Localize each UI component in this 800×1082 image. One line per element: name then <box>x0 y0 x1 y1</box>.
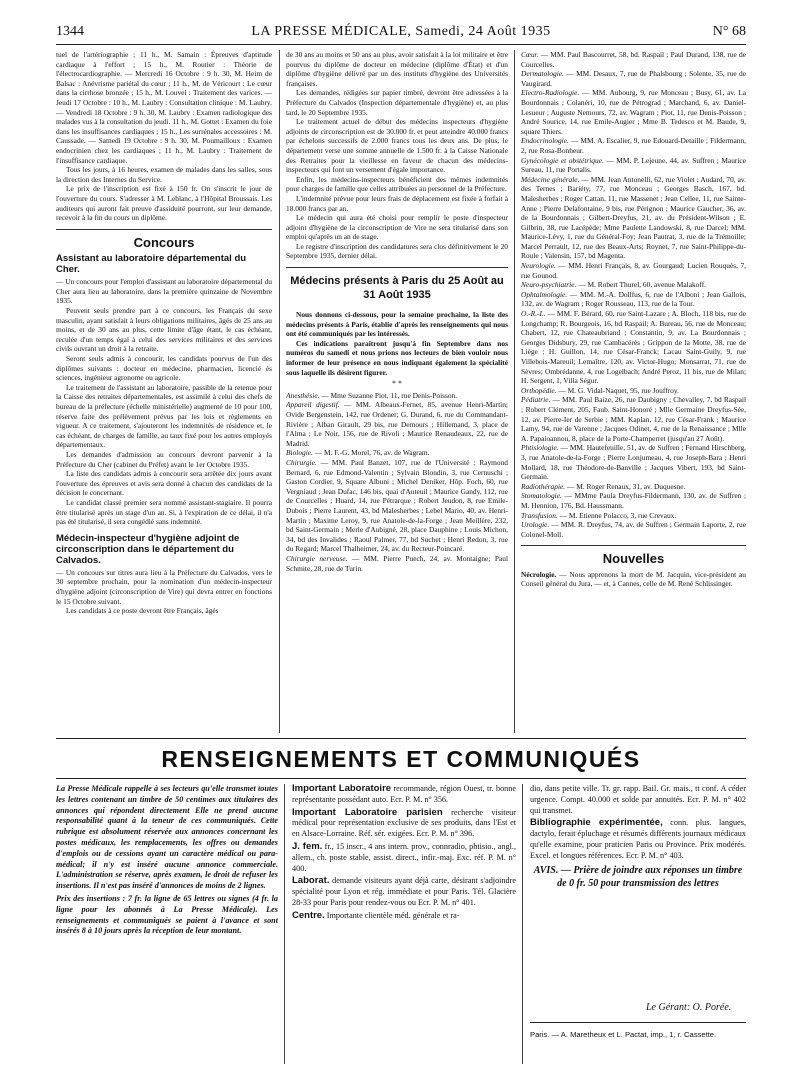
paragraph: Peuvent seuls prendre part à ce concours, les Français du sexe masculin, ayant satisfait à leurs obligations militaires, âgés de 25 ans au moins, et de 30 ans au plus, cette limite d'âge étant, le cas échéant, reculée d'un temps égal à celui des services militaires et des services civils ouvrant un droit à la retraite. <box>56 306 272 354</box>
specialty-list <box>521 50 746 539</box>
header-rule <box>56 44 746 45</box>
concours-heading: Concours <box>133 234 195 250</box>
necrologie-item <box>521 570 746 589</box>
specialty-addresses: — MMme Paula Dreyfus-Fildermann, 130, av. de Suffren ; M. Hennion, 176, Bd. Haussmann. <box>521 491 746 510</box>
specialty-entry <box>521 175 746 261</box>
specialty-label: Endocrinologie. <box>521 136 569 146</box>
specialty-entry <box>521 386 746 396</box>
specialty-label: Appareil digestif. <box>286 400 340 410</box>
specialty-entry <box>521 395 746 443</box>
paragraph: Les demandes, rédigées sur papier timbré, devront être adressées à la Préfecture du Calvados (Inspection départementale d'hygiène) et, au plus tard, le 20 Septembre 1935. <box>286 88 508 117</box>
specialty-addresses: — MM. Pierre Puech, 24, av. Montaigne; Paul Schmite, 28, rue de Turin. <box>286 553 508 573</box>
page-number: 1344 <box>56 24 84 39</box>
printer-line: Paris. — A. Maretheux et L. Pactat, imp., 1, r. Cassette. <box>530 1030 717 1039</box>
specialty-addresses: — M. G. Vidal-Naquet, 95, rue Jouffroy. <box>556 385 679 395</box>
specialty-entry <box>286 554 508 573</box>
lead-paragraph: Ces indications paraîtront jusqu'à fin Septembre dans nos numéros du samedi et nous prions nos lecteurs de bien vouloir nous informer de leur présence en nous indiquant également la spécialité sous laquelle ils désirent figurer. <box>286 338 508 377</box>
gerant-signature: Le Gérant: O. Porée. <box>646 1002 732 1013</box>
pricing-paragraph: Prix des insertions : 7 fr. la ligne de 65 lettres ou signes (4 fr. la ligne pour les abonnés à La Presse Médicale). Les renseignements et communiqués se paient à l'avance et sont insérés 8 à 10 jours après la réception de leur montant. <box>56 893 278 936</box>
specialty-label: Chirurgie nerveuse. <box>286 553 348 563</box>
paragraph: La liste des candidats admis à concourir sera arrêtée dix jours avant l'ouverture des épreuves et avis sera donné à chacun des candidats de la décision le concernant. <box>56 469 272 498</box>
section-title-cher: Assistant au laboratoire départemental du Cher. <box>56 253 247 276</box>
specialty-addresses: — MM. Henri Français, 8, av. Gourgaud; Lucien Rouquès, 7, rue Gounod. <box>521 261 746 280</box>
paragraph: Les candidats à ce poste devront être Français, âgés <box>66 606 219 616</box>
specialty-label: Radiothérapie. <box>521 481 566 491</box>
specialty-addresses: — M. F.-G. Morel, 76, av. de Wagram. <box>312 448 430 458</box>
specialty-label: Médecine générale. <box>521 174 580 184</box>
notice-paragraph: La Presse Médicale rappelle à ses lecteurs qu'elle transmet toutes les lettres contenant un timbre de 50 centimes aux titulaires des annonces qui répondent directement Elle ne prend aucune responsabilité quant à la teneur de ces communiqués. Cette rubrique est absolument réservée aux annonces concernant les postes médicaux, les remplacements, les offres ou demandes d'emplois ou de cessions ayant un caractère médical ou para-médical; il n'y est inséré aucune annonce commerciale. L'administration se réserve, après examen, le droit de refuser les insertions. Il n'est pas inséré d'annonces de moins de 2 lignes. <box>56 784 278 891</box>
specialty-addresses: — MM. P. Lejeune, 44, av. Suffren ; Maurice Sureau, 11, rue Portalis. <box>521 155 746 175</box>
classified-ad <box>292 842 516 874</box>
specialty-label: Cœur. <box>521 50 539 59</box>
specialty-entry <box>521 280 746 290</box>
classified-heading: Important Laboratoire <box>292 784 392 794</box>
column-3 <box>521 50 746 735</box>
specialty-entry <box>521 491 746 510</box>
paragraph: Le traitement de l'assistant au laboratoire, passible de la retenue pour la Caisse des retraites départementales, est assimilé à celui des chefs de bureau de la préfecture (échelle ministérielle) augmenté de 10 pour 100, réserve faite des prélèvement prévus par les lois et règlements en vigueur. A ce traitement, s'ajouteront les indemnités de résidence et, le cas échéant, de charges de famille, au taux fixé pour les autres employés départementaux. <box>56 382 272 450</box>
necrologie-text: — Nous apprenons la mort de M. Jacquin, vice-président au Conseil général du Jura, — et, à Cannes, celle de M. René Schlissinger. <box>521 569 746 589</box>
specialty-label: Orthopédie. <box>521 385 557 395</box>
paragraph: L'indemnité prévue pour leurs frais de déplacement est fixée à forfait à 18.000 francs par an. <box>286 193 508 213</box>
specialty-label: Electro-Radiologie. <box>521 88 580 98</box>
section-rule <box>56 738 746 739</box>
specialty-entry <box>521 136 746 155</box>
specialty-label: Stomatologie. <box>521 491 562 501</box>
specialty-entry <box>521 482 746 492</box>
specialty-addresses: — MM. Albeaux-Fernet, 85, avenue Henri-Martin; Ovide Bergenstein, 142, rue Ordener; G. Durand, 6, rue du Commandant-Rivière ; Alban Girault, 29 bis, rue Demours ; Hillemand, 3, place de l'Alma ; Le Noir, 156, rue de Rivoli ; Maurice Renaudeaux, 22, rue de Madrid. <box>286 400 508 448</box>
specialty-entry <box>286 448 508 458</box>
classified-text: demande visiteurs ayant déjà carte, désirant s'adjoindre spécialité pour Lyon et rég. immédiate et pour Paris. Tél. Glacière 28-33 pour Paris pour rendez-vous ou Ecr. P. M. n° 401. <box>292 876 516 907</box>
specialty-entry <box>521 290 746 309</box>
divider <box>530 1022 746 1023</box>
renseignements-banner: RENSEIGNEMENTS ET COMMUNIQUÉS <box>161 746 641 772</box>
specialty-entry <box>521 520 746 539</box>
paragraph: — Un concours pour l'emploi d'assistant au laboratoire départemental du Cher aura lieu au laboratoire, dans la première quinzaine de Novembre 1935. <box>56 277 272 306</box>
classified-heading: Laborat. <box>292 875 330 887</box>
specialty-addresses: — MM. Paul Banzet, 107, rue de l'Université ; Raymond Bernard, 6, rue Edmond-Valentin ; Sylvain Blondin, 3, rue Cernuschi ; Gaston Cordier, 9, Square Albuni ; Michel Deniker, Hôp. Foch, 60, rue Vergniaud ; Jean Dufac, 146 bis, quai d'Auteuil ; Maurice Gandy, 112, rue de Courcelles ; Huard, 14, rue Pétrarque ; Robert Jeudon, 8, rue Emile-Dubois ; Pierre Laurent, 43, bd Malesherbes ; Lebel Mario, 40, av. Henri-Martin ; Maxime Leroy, 9, rue Anatole-de-la-Forge ; Jean Meillère, 232, bd Saint-Germain ; Merle d'Aubigné, 28, place Dauphine ; Louis Michon, 34, bd des Invalides ; Raoul Palmer, 77, bd Suchet ; Henri Redon, 3, rue du Regard; Marcel Thalheimer, 24, av. du Recteur-Poincaré. <box>286 457 508 554</box>
paragraph: Seront seuls admis à concourir, les candidats pourvus de l'un des diplômes suivants : docteur en médecine, pharmacien, licencié ès sciences, ingénieur agronome ou agricole. <box>56 354 272 383</box>
specialty-entry <box>521 511 746 521</box>
specialty-addresses: — MM. F. Bérard, 60, rue Saint-Lazare ; A. Bloch, 118 bis, rue de Longchamp; R. Bourgeois, 16, bd Raspail; A. Bureau, 56, rue de Monceau; Chabert, 12, rue Chateaubriand ; Constantin, 9, av. La Bourdonnais ; Georges Didsbury, 29, rue Cambacérès ; Grippon de la Motte, 38, rue de Liège ; H. Guillon, 14, rue César-Franck; Lacau Saint-Guily, 9, rue Villebois-Mareuil; Lemaître, 120, av. Victor-Hugo; Monsarrat, 71, rue de Sèvres; Ombrédanne, 4, rue Logelbach; André Peroz, 11 bis, rue de Milan; H. Sergent, 1, Villa Ségur. <box>521 309 746 386</box>
specialty-list <box>286 391 508 573</box>
section-title-calvados: Médecin-inspecteur d'hygiène adjoint de circonscription dans le département du Calvados. <box>56 532 240 566</box>
specialty-addresses: — MM. M.-A. Dollfus, 6, rue de l'Alboni ; Jean Gallois, 132, av. de Wagram ; Roger Rousseau, 113, rue de la Tour. <box>521 289 746 309</box>
specialty-entry <box>286 391 508 401</box>
column-rule <box>514 50 515 733</box>
specialty-label: Neuro-psychiatrie. <box>521 280 577 290</box>
classified-ad <box>292 784 516 806</box>
column-rule <box>522 784 523 1064</box>
specialty-entry <box>521 261 746 280</box>
doctors-present-heading: Médecins présents à Paris du 25 Août au 31 Août 1935 <box>290 275 504 302</box>
specialty-addresses: — Mme Suzanne Piot, 11, rue Denis-Poisson. <box>319 390 458 400</box>
specialty-label: Urologie. <box>521 520 550 530</box>
specialty-entry <box>521 156 746 175</box>
classified-text: recherche visiteur médical pour représentation exclusive de ses produits, dans l'Est et en Alsace-Lorraine. Réf. sér. exigées. Ecr. P. M. n° 396. <box>292 807 516 839</box>
specialty-addresses: — MM. R. Dreyfus, 74, av. de Suffren ; Germain Laporte, 2, rue Colonel-Moll. <box>521 520 746 539</box>
specialty-label: Pédiatrie. <box>521 395 551 405</box>
classified-list <box>530 784 746 862</box>
necrologie-label: Nécrologie. <box>521 569 557 579</box>
column-rule <box>284 784 285 1064</box>
specialty-label: Biologie. <box>286 448 313 458</box>
lead-paragraph: Nous donnons ci-dessous, pour la semaine prochaine, la liste des médecins présents à Paris, établie d'après les renseignements qui nous ont été communiqués par les intéressés. <box>286 310 508 339</box>
specialty-entry <box>286 400 508 448</box>
paragraph: de 30 ans au moins et 50 ans au plus, avoir satisfait à la loi militaire et être pourvus du diplôme de docteur en médecine (diplôme d'État) et d'un diplôme d'hygiène délivré par un des instituts d'hygiène des Universités françaises. <box>286 50 508 88</box>
specialty-label: Anesthésie. <box>286 390 320 400</box>
asterism: * * <box>392 379 402 389</box>
classified-ad <box>530 784 746 816</box>
course-program: tuel de l'artériographie ; 11 h., M. Samain : Épreuves d'aptitude cardiaque à l'effort ; 15 h., M. Routier : Théorie de l'électrocardiographie. — Mercredi 16 Octobre : 9 h. 30, M. Heim de Balsac : Anévrisme pariétal du cœur ; 11 h., M. de Véricourt : Le cœur dans la cirrhose bronzée ; 15 h., M. Louvel : Traitement des varices. — Jeudi 17 Octobre : 10 h., M. Laubry : Consultation clinique : M. Laubry. — Vendredi 18 Octobre : 9 h. 30, M. Laubry : Examen radiologique des malades vus à la consultation du jeudi. 11 h., M. Gottet : Examen du foie dans les insuffisances cardiaques ; 15 h., Les surrénales accessoires : M. Caussade. — Samedi 19 Octobre : 9 h. 30, M. Poumailloux : Examen endocrinien chez les cardiaques ; 11 h., M. Laubry : Traitement de l'insuffisance cardiaque. <box>56 50 272 165</box>
paragraph: Les demandes d'admission au concours devront parvenir à la Préfecture du Cher (cabinet du Préfet) avant le 1er Octobre 1935. <box>56 449 272 469</box>
specialty-addresses: — MM. Jean Antonelli, 62, rue Violet ; Audard, 70, av. des Ternes ; Bariéty, 77, rue Monceau ; Georges Basch, 167, bd. Malesherbes ; Roger Cattan, 11, rue Massenet ; Jean Cellee, 11, rue Sainte-Anne ; Pierre Delafontaine, 9 bis, rue Pérignon ; Maurice Gaucher, 36, av. de la Bourdonnais ; Gilbert-Dreyfus, 21, av. du Président-Wilson ; E. Gilbrin, 38, rue Lacépède; Mme Paulette Landowski, 8, rue Darcel; MM. Maurice-Lévy, 1, rue du Général-Foy; Jean Pautrat, 3, rue de la Trémoille; Marcel Perrault, 12, rue des Beaux-Arts; Roynet, 7, rue Saint-Philippe-du-Roule ; Valensin, 157, bd Magenta. <box>521 174 746 261</box>
column-2 <box>286 50 508 735</box>
paragraph: Le registre d'inscription des candidatures sera clos définitivement le 20 Septembre 1935, dernier délai. <box>286 241 508 261</box>
paragraph: Le médecin qui aura été choisi pour remplir le poste d'inspecteur adjoint d'hygiène de la circonscription de Vire ne sera titularisé dans son emploi qu'après un an de stage. <box>286 213 508 242</box>
specialty-entry <box>521 443 746 481</box>
specialty-label: Phtisiologie. <box>521 443 559 453</box>
specialty-addresses: — MM. Paul Baize, 26, rue Daubigny ; Chevalley, 7, bd Raspail ; Robert Clément, 205, Faub. Saint-Honoré ; Mlle Germaine Dreyfus-Sée, 12, av. Pierre-Ier de Serbie ; MM. Kaplan, 12, rue César-Frank ; Maurice Lamy, 94, rue de Varenne ; Jacques Odinet, 4, rue de la Renaissance ; Mlle A. Papaioannou, 8, place de la Porte-Champerret (jusqu'au 27 Août). <box>521 395 746 443</box>
divider <box>521 545 746 546</box>
classified-ad <box>292 876 516 908</box>
paragraph: Enfin, les médecins-inspecteurs bénéficient des mêmes indemnités pour charges de famille que celles attribuées au personnel de la Préfecture. <box>286 174 508 194</box>
specialty-label: Transfusion. <box>521 510 558 520</box>
specialty-entry <box>521 88 746 136</box>
specialty-addresses: — M. Roger Renaux, 31, av. Duquesne. <box>565 481 686 491</box>
specialty-label: O.-R.-L. <box>521 309 546 319</box>
classified-ad <box>530 818 746 861</box>
specialty-addresses: — MM. Hautefeuille, 51, av. de Suffren ; Fernand Hirschberg, 3, rue Anatole-de-la-Forge ; Pierre Lonjumeau, 4, rue Joseph-Bara ; Henri Mollard, 18, rue Théodore-de-Banville ; Jacques Vibert, 193, bd Saint-Germain. <box>521 443 746 482</box>
specialty-label: Neurologie. <box>521 261 556 271</box>
column-1 <box>56 50 272 735</box>
classified-ad <box>292 911 516 922</box>
specialty-addresses: — M. Etienne Polacco, 3, rue Crevaux. <box>557 510 677 520</box>
specialty-addresses: — M. Robert Thurel, 60, avenue Malakoff. <box>576 280 707 290</box>
specialty-entry <box>521 69 746 88</box>
course-fee: Le prix de l'inscription est fixé à 150 fr. On s'inscrit le jour de l'ouverture du cours. S'adresser à M. Leblanc, à l'Hôpital Broussais. Les auditeurs qui auront fait preuve d'assiduité pourront, sur leur demande, recevoir à la fin du cours un diplôme. <box>56 184 272 223</box>
specialty-label: Gynécologie et obstétrique. <box>521 155 604 165</box>
paragraph: — Un concours sur titres aura lieu à la Préfecture du Calvados, vers le 30 septembre prochain, pour la nomination d'un médecin-inspecteur d'hygiène adjoint (circonscription de Vire) qui devra entrer en fonctions le 15 Octobre suivant. <box>56 567 272 606</box>
classified-heading: Important Laboratoire parisien <box>292 806 443 818</box>
column-rule <box>279 50 280 733</box>
section-rule <box>56 778 746 779</box>
classified-text: Importante clientèle méd. générale et ra- <box>324 910 460 920</box>
paragraph: Le candidat classé premier sera nommé assistant-stagiaire. Il pourra être titularisé après un stage d'un an. Si, à l'expiration de ce délai, il n'a pas été titularisé, il sera congédié sans indemnité. <box>56 497 272 527</box>
paragraph: Le traitement actuel de début des médecins inspecteurs d'hygiène adjoints de circonscription est de 30.000 fr. et peut atteindre 40.000 francs par échelons successifs de 2.000 francs tous les deux ans. De plus, le département verse une somme annuelle de 1.500 fr. à la Caisse Nationale des Retraites pour la vieillesse en faveur de chacun des médecins-inspecteurs qui font un versement d'égale importance. <box>286 117 508 175</box>
divider <box>56 229 272 230</box>
classified-text: conn. plus. langues, dactylo, ferait épluchage et résumés différents journaux médicaux qu'elle examine, pour praticien Paris ou Province. Prix modérés. Excel. et longues références. Ecr. P. M. n° 403. <box>530 818 746 860</box>
classified-heading: Centre. <box>292 909 325 921</box>
specialty-label: Dermatologie. <box>521 69 564 79</box>
publication-title: LA PRESSE MÉDICALE, Samedi, 24 Août 1935 <box>251 24 551 39</box>
specialty-addresses: — MM. Desaux, 7, rue de Phalsbourg ; Solente, 35, rue de Vaugirard. <box>521 69 746 88</box>
classified-ad <box>292 808 516 840</box>
classified-heading: J. fem. <box>292 840 323 852</box>
issue-number: N° 68 <box>712 24 746 39</box>
specialty-label: Chirurgie. <box>286 457 317 467</box>
course-daily-exams: Tous les jours, à 16 heures, examen de malades dans les salles, sous la direction des Internes du Service. <box>56 165 272 184</box>
specialty-label: Ophtalmologie. <box>521 289 568 299</box>
specialty-addresses: — MM. A. Escalier, 9, rue Edouard-Detaille ; Fildermann, 2, rue Rosa-Bonheur. <box>521 136 746 155</box>
specialty-entry <box>521 50 746 69</box>
specialty-addresses: — MM. Paul Bascourret, 58, bd. Raspail ; Paul Durand, 138, rue de Courcelles. <box>521 50 746 69</box>
page-header <box>56 24 746 42</box>
classified-heading: Bibliographie expérimentée, <box>530 817 663 829</box>
specialty-addresses: — MM. Aubourg, 9, rue Monceau ; Busy, 61, av. La Bourdonnais ; Colanéri, 10, rue de Pétrograd ; Marchand, 6, av. Daniel-Lesueur ; Auguste Nemours, 72, av. Wagram ; Piot, 11, rue Denis-Poisson ; André Sourice, 14, rue Emile-Augier ; Mme B. Tedesco et M. Baude, 9, square Thiers. <box>521 88 746 136</box>
classified-text: recommande, région Ouest, tr. bonne représentante possédant auto. Ecr. P. M. n° 356. <box>292 784 516 804</box>
classified-text: dio, dans petite ville. Tr. gr. rapp. Bail. Gr. mais., tt conf. A céder urgence. Compt. 40.000 et solde par annuités. Ecr. P. M. n° 402 qui transmet. <box>530 784 746 815</box>
specialty-entry <box>286 458 508 554</box>
classified-column-2 <box>292 784 516 1064</box>
classified-text: fr., 15 inscr., 4 ans intern. prov., connradio, phtisio., angl., allem., ch. poste stable, assist. direct., infir.-maj. Exc. réf. P. M. n° 400. <box>292 841 516 873</box>
specialty-entry <box>521 309 746 386</box>
notice-column <box>56 784 278 1024</box>
avis-notice: AVIS. — Prière de joindre aux réponses un timbre de 0 fr. 50 pour transmission des lettres <box>533 864 743 889</box>
nouvelles-heading: Nouvelles <box>602 551 665 567</box>
divider <box>286 267 508 268</box>
